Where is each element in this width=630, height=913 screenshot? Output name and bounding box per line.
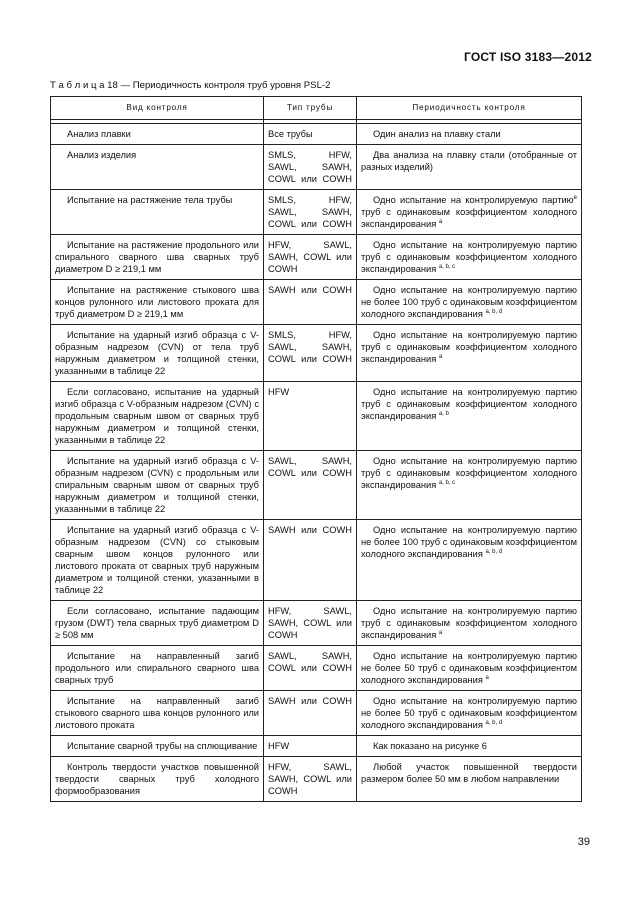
frequency-cell: Одно испытание на контролируемую партию труб с одинаковым коэффициентом холодного экспандирования $^{a, b, c}$	[357, 451, 582, 520]
pipe-cell: HFW, SAWL, SAWH, COWL или COWH	[264, 601, 357, 646]
standard-header: ГОСТ ISO 3183—2012	[463, 50, 592, 64]
footnote-marker: a, b, d	[485, 720, 503, 726]
test-cell: Испытание на растяжение продольного или спирального сварного шва сварных труб диаметром D ≥ 219,1 мм	[51, 235, 264, 280]
pipe-cell: HFW, SAWL, SAWH, COWL или COWH	[264, 757, 357, 802]
test-cell: Контроль твердости участков повышенной твердости сварных труб холодного формообразования	[51, 757, 264, 802]
pipe-cell: SAWH или COWH	[264, 691, 357, 736]
frequency-cell: Два анализа на плавку стали (отобранные от разных изделий)	[357, 145, 582, 190]
test-cell: Если согласовано, испытание на ударный изгиб образца с V-образным надрезом (CVN) с продольным сварным швом от сварных труб наружным диаметром и толщиной стенки, указанными в таблице 22	[51, 382, 264, 451]
frequency-cell: Одно испытание на контролируемую партию не более 100 труб с одинаковым коэффициентом холодного экспандирования $^{a, b, d}$	[357, 520, 582, 601]
table-row	[51, 601, 582, 646]
test-cell: Анализ плавки	[51, 124, 264, 145]
pipe-cell: SAWL, SAWH, COWL или COWH	[264, 451, 357, 520]
page-number: 39	[577, 836, 590, 848]
footnote-marker: e	[573, 195, 577, 201]
pipe-cell: SAWH или COWH	[264, 280, 357, 325]
frequency-cell: Любой участок повышенной твердости размером более 50 мм в любом направлении	[357, 757, 582, 802]
footnote-marker: a, b, c	[438, 264, 456, 270]
table-row	[51, 145, 582, 190]
footnote-marker: a, b, c	[438, 480, 456, 486]
test-cell: Испытание на растяжение тела трубы	[51, 190, 264, 235]
footnote-marker: a	[438, 219, 443, 225]
frequency-cell: Одно испытание на контролируемую партию$^e$ труб с одинаковым коэффициентом холодного экспандирования $^a$	[357, 190, 582, 235]
pipe-cell: HFW, SAWL, SAWH, COWL или COWH	[264, 235, 357, 280]
frequency-cell: Как показано на рисунке 6	[357, 736, 582, 757]
table-row	[51, 124, 582, 145]
table-row	[51, 646, 582, 691]
pipe-cell: HFW	[264, 382, 357, 451]
test-cell: Испытание сварной трубы на сплющивание	[51, 736, 264, 757]
table-row	[51, 325, 582, 382]
test-cell: Анализ изделия	[51, 145, 264, 190]
table-header-row	[51, 97, 582, 120]
test-cell: Испытание на направленный загиб стыкового сварного шва концов рулонного или листового проката	[51, 691, 264, 736]
test-cell: Испытание на ударный изгиб образца с V-образным надрезом (CVN) от тела труб наружным диаметром и толщиной стенки, указанными в таблице 22	[51, 325, 264, 382]
footnote-marker: a	[485, 675, 489, 681]
frequency-cell: Одно испытание на контролируемую партию не более 50 труб с одинаковым коэффициентом холодного экспандирования $^a$	[357, 646, 582, 691]
frequency-cell: Одно испытание на контролируемую партию труб с одинаковым коэффициентом холодного экспандирования $^{a, b, c}$	[357, 235, 582, 280]
table-row	[51, 691, 582, 736]
pipe-cell: SMLS, HFW, SAWL, SAWH, COWL или COWH	[264, 145, 357, 190]
frequency-cell: Одно испытание на контролируемую партию не более 50 труб с одинаковым коэффициентом холодного экспандирования $^{a, b, d}$	[357, 691, 582, 736]
column-header-test: Вид контроля	[51, 97, 264, 120]
footnote-marker: a, b, d	[485, 549, 503, 555]
test-cell: Испытание на растяжение стыкового шва концов рулонного или листового проката для труб диаметром D ≥ 219,1 мм	[51, 280, 264, 325]
pipe-cell: SMLS, HFW, SAWL, SAWH, COWL или COWH	[264, 190, 357, 235]
test-cell: Если согласовано, испытание падающим грузом (DWT) тела сварных труб диаметром D ≥ 508 мм	[51, 601, 264, 646]
table-row	[51, 736, 582, 757]
pipe-cell: Все трубы	[264, 124, 357, 145]
table-row	[51, 235, 582, 280]
table-row	[51, 190, 582, 235]
frequency-cell: Один анализ на плавку стали	[357, 124, 582, 145]
frequency-cell: Одно испытание на контролируемую партию не более 100 труб с одинаковым коэффициентом холодного экспандирования $^{a, b, d}$	[357, 280, 582, 325]
footnote-marker: a	[438, 354, 443, 360]
table-row	[51, 451, 582, 520]
table-row	[51, 280, 582, 325]
footnote-marker: a, b, d	[485, 309, 503, 315]
table-row	[51, 757, 582, 802]
table-row	[51, 382, 582, 451]
pipe-cell: HFW	[264, 736, 357, 757]
column-header-frequency: Периодичность контроля	[357, 97, 582, 120]
footnote-marker: a, b	[438, 411, 449, 417]
table-row	[51, 520, 582, 601]
pipe-cell: SAWL, SAWH, COWL или COWH	[264, 646, 357, 691]
test-cell: Испытание на ударный изгиб образца с V-образным надрезом (CVN) со стыковым сварным швом концов рулонного или листового проката от сварных труб наружным диаметром и толщиной стенки, указанными в таблице 22	[51, 520, 264, 601]
inspection-frequency-table	[50, 96, 582, 802]
frequency-cell: Одно испытание на контролируемую партию труб с одинаковым коэффициентом холодного экспандирования $^a$	[357, 601, 582, 646]
frequency-cell: Одно испытание на контролируемую партию труб с одинаковым коэффициентом холодного экспандирования $^{a, b}$	[357, 382, 582, 451]
table-caption: Т а б л и ц а 18 — Периодичность контроля труб уровня PSL-2	[50, 80, 331, 91]
pipe-cell: SMLS, HFW, SAWL, SAWH, COWL или COWH	[264, 325, 357, 382]
column-header-pipe: Тип трубы	[264, 97, 357, 120]
test-cell: Испытание на направленный загиб продольного или спирального сварного шва сварных труб	[51, 646, 264, 691]
footnote-marker: a	[438, 630, 443, 636]
frequency-cell: Одно испытание на контролируемую партию труб с одинаковым коэффициентом холодного экспандирования $^a$	[357, 325, 582, 382]
test-cell: Испытание на ударный изгиб образца с V-образным надрезом (CVN) с продольным или спиральным сварным швом от сварных труб наружным диаметром и толщиной стенки, указанными в таблице 22	[51, 451, 264, 520]
pipe-cell: SAWH или COWH	[264, 520, 357, 601]
